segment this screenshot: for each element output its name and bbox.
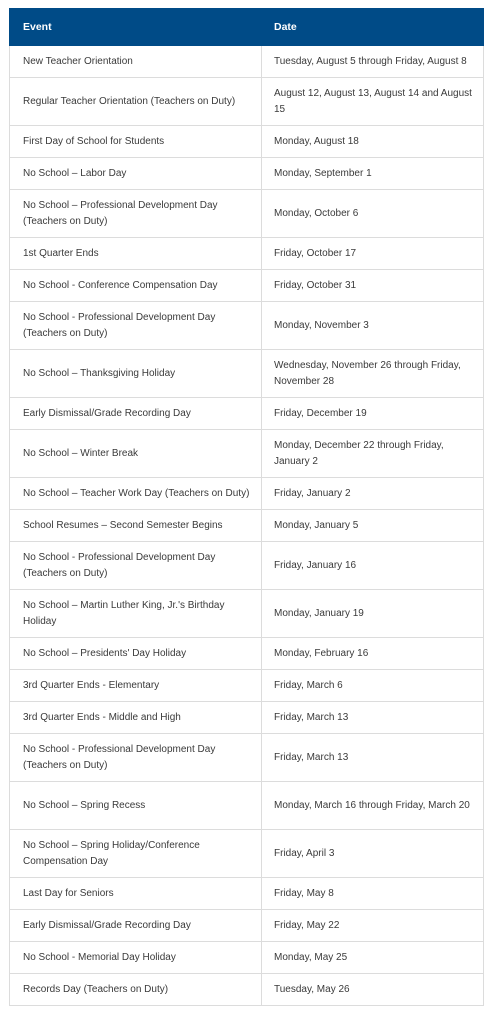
date-cell: Friday, December 19 (262, 398, 484, 430)
table-row (10, 782, 484, 830)
date-cell: Friday, April 3 (262, 830, 484, 878)
table-row (10, 910, 484, 942)
table-row (10, 734, 484, 782)
table-row (10, 590, 484, 638)
event-cell: 1st Quarter Ends (10, 238, 262, 270)
table-row (10, 46, 484, 78)
table-row (10, 830, 484, 878)
event-cell: Regular Teacher Orientation (Teachers on Duty) (10, 78, 262, 126)
table-row (10, 158, 484, 190)
table-row (10, 126, 484, 158)
date-cell: Friday, October 17 (262, 238, 484, 270)
calendar-table-wrapper (9, 8, 483, 1006)
table-row (10, 190, 484, 238)
event-cell: Early Dismissal/Grade Recording Day (10, 398, 262, 430)
table-row (10, 350, 484, 398)
date-cell: Monday, January 19 (262, 590, 484, 638)
table-row (10, 302, 484, 350)
date-cell: Friday, March 13 (262, 702, 484, 734)
event-cell: No School – Spring Recess (10, 782, 262, 830)
date-cell: Friday, May 22 (262, 910, 484, 942)
date-cell: Tuesday, August 5 through Friday, August 8 (262, 46, 484, 78)
table-row (10, 510, 484, 542)
event-cell: No School – Spring Holiday/Conference Compensation Day (10, 830, 262, 878)
date-cell: Friday, March 13 (262, 734, 484, 782)
table-row (10, 398, 484, 430)
event-cell: No School - Conference Compensation Day (10, 270, 262, 302)
date-cell: August 12, August 13, August 14 and August 15 (262, 78, 484, 126)
date-cell: Friday, January 16 (262, 542, 484, 590)
date-cell: Friday, March 6 (262, 670, 484, 702)
event-cell: No School - Professional Development Day (Teachers on Duty) (10, 542, 262, 590)
table-row (10, 638, 484, 670)
header-row (10, 9, 484, 46)
event-cell: No School – Teacher Work Day (Teachers on Duty) (10, 478, 262, 510)
date-cell: Monday, August 18 (262, 126, 484, 158)
table-row (10, 942, 484, 974)
event-cell: 3rd Quarter Ends - Elementary (10, 670, 262, 702)
event-cell: No School – Presidents' Day Holiday (10, 638, 262, 670)
table-row (10, 270, 484, 302)
event-cell: No School – Labor Day (10, 158, 262, 190)
table-row (10, 670, 484, 702)
date-cell: Tuesday, May 26 (262, 974, 484, 1006)
event-cell: Records Day (Teachers on Duty) (10, 974, 262, 1006)
date-cell: Monday, December 22 through Friday, January 2 (262, 430, 484, 478)
table-row (10, 542, 484, 590)
event-cell: No School – Winter Break (10, 430, 262, 478)
date-cell: Monday, May 25 (262, 942, 484, 974)
event-cell: Early Dismissal/Grade Recording Day (10, 910, 262, 942)
date-cell: Monday, March 16 through Friday, March 20 (262, 782, 484, 830)
event-cell: No School – Martin Luther King, Jr.'s Birthday Holiday (10, 590, 262, 638)
date-cell: Monday, January 5 (262, 510, 484, 542)
date-cell: Wednesday, November 26 through Friday, November 28 (262, 350, 484, 398)
table-row (10, 702, 484, 734)
school-calendar-table (9, 8, 484, 1006)
table-row (10, 974, 484, 1006)
column-header-date: Date (262, 9, 484, 46)
event-cell: School Resumes – Second Semester Begins (10, 510, 262, 542)
event-cell: No School - Professional Development Day (Teachers on Duty) (10, 302, 262, 350)
event-cell: 3rd Quarter Ends - Middle and High (10, 702, 262, 734)
date-cell: Friday, January 2 (262, 478, 484, 510)
table-row (10, 430, 484, 478)
event-cell: Last Day for Seniors (10, 878, 262, 910)
table-row (10, 878, 484, 910)
event-cell: No School – Thanksgiving Holiday (10, 350, 262, 398)
date-cell: Monday, September 1 (262, 158, 484, 190)
event-cell: No School - Professional Development Day (Teachers on Duty) (10, 734, 262, 782)
date-cell: Friday, May 8 (262, 878, 484, 910)
event-cell: No School - Memorial Day Holiday (10, 942, 262, 974)
date-cell: Monday, November 3 (262, 302, 484, 350)
event-cell: First Day of School for Students (10, 126, 262, 158)
date-cell: Friday, October 31 (262, 270, 484, 302)
event-cell: No School – Professional Development Day (Teachers on Duty) (10, 190, 262, 238)
event-cell: New Teacher Orientation (10, 46, 262, 78)
table-row (10, 78, 484, 126)
table-row (10, 478, 484, 510)
date-cell: Monday, February 16 (262, 638, 484, 670)
column-header-event: Event (10, 9, 262, 46)
table-row (10, 238, 484, 270)
date-cell: Monday, October 6 (262, 190, 484, 238)
